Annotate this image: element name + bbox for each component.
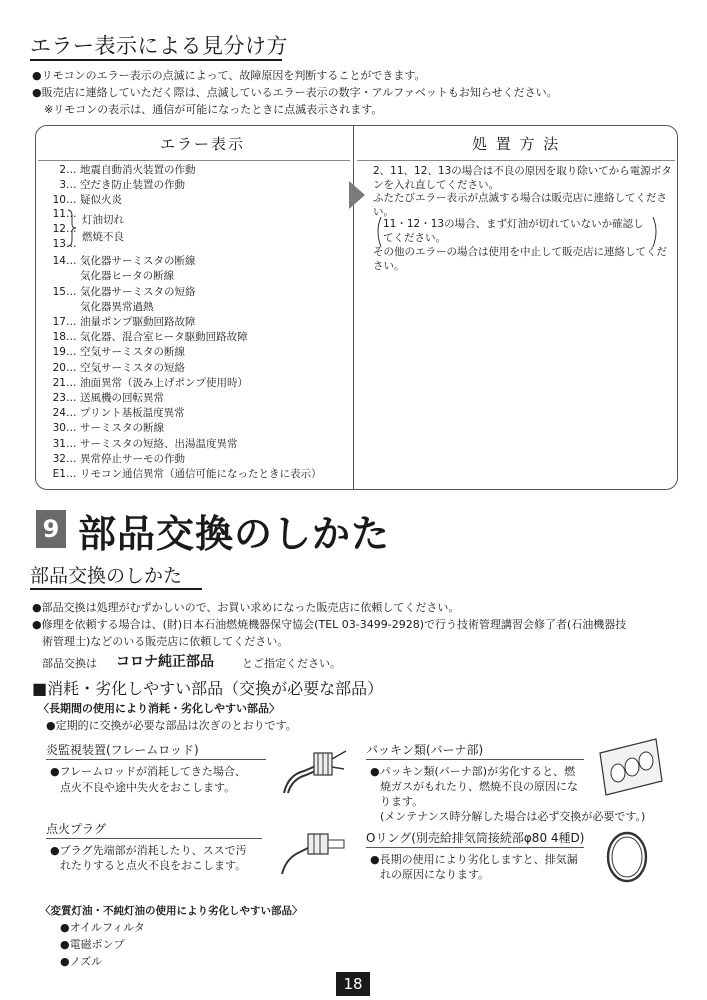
- error-row: [40, 390, 164, 405]
- error-dots: …: [66, 407, 77, 420]
- error-description: 気化器異常過熱: [80, 300, 154, 313]
- consumables-heading: ■消耗・劣化しやすい部品（交換が必要な部品）: [32, 679, 384, 698]
- error-description: 油量ポンプ駆動回路故障: [80, 316, 196, 328]
- o-ring-desc-1: ●長期の使用により劣化しますと、排気漏: [370, 853, 578, 866]
- group-label-poor-combustion: 燃焼不良: [82, 231, 124, 243]
- error-row: [40, 466, 322, 481]
- error-code: 3: [59, 179, 66, 192]
- error-dots: …: [66, 179, 77, 192]
- ignition-plug-title: 点火プラグ: [46, 822, 107, 836]
- bad-oil-heading: 〈変質灯油・不純灯油の使用により劣化しやすい部品〉: [40, 905, 303, 917]
- error-description: 異常停止サーモの作動: [80, 452, 185, 465]
- error-code: 10: [52, 194, 66, 207]
- error-dots: …: [66, 361, 77, 374]
- packing-desc-1: ●パッキン類(バーナ部)が劣化すると、燃: [370, 765, 576, 778]
- right-header-rule: [357, 160, 675, 161]
- flame-rod-title: 炎監視装置(フレームロッド): [46, 743, 199, 757]
- error-description: 気化器サーミスタの断線: [80, 255, 196, 268]
- error-row: [40, 314, 196, 329]
- packing-illustration: [596, 737, 666, 797]
- packing-desc-3: ります。: [380, 795, 424, 808]
- o-ring-desc-2: れの原因になります。: [380, 868, 490, 881]
- bad-oil-part-2: ●電磁ポンプ: [60, 938, 125, 951]
- error-row: [40, 436, 238, 451]
- error-description: 地震自動消火装置の作動: [80, 164, 196, 176]
- error-code: 17: [52, 316, 66, 328]
- error-row: [40, 405, 185, 420]
- ignition-plug-desc-2: れたりすると点火不良をおこします。: [60, 859, 247, 872]
- ignition-plug-illustration: [276, 818, 350, 878]
- error-dots: …: [66, 316, 77, 328]
- error-row: [40, 253, 196, 268]
- error-code: 11: [52, 207, 66, 220]
- error-description: サーミスタの断線: [80, 422, 164, 435]
- error-row: [40, 192, 122, 207]
- section-title: 部品交換のしかた: [78, 512, 391, 556]
- error-dots: …: [66, 222, 77, 235]
- specify-prefix: 部品交換は: [42, 657, 97, 670]
- error-row: [40, 360, 185, 375]
- remedy-column-header: 処 置 方 法: [472, 135, 561, 153]
- error-code: 13: [52, 238, 66, 250]
- section-number-badge: 9: [36, 510, 66, 548]
- error-row: [40, 344, 185, 359]
- error-dots: …: [66, 255, 77, 268]
- packing-desc-4: (メンテナンス時分解した場合は必ず交換が必要です。): [380, 810, 646, 823]
- group-label-fuel-out: 灯油切れ: [82, 214, 124, 226]
- packing-title: パッキン類(バーナ部): [366, 743, 484, 757]
- parts-note-2: ●修理を依頼する場合は、(財)日本石油燃焼機器保守協会(TEL 03-3499-2928)で行う技術管理講習会修了者(石油機器技: [32, 618, 627, 631]
- error-description: 気化器、混合室ヒータ駆動回路故障: [80, 331, 248, 344]
- error-dots: …: [66, 164, 77, 176]
- bad-oil-part-1: ●オイルフィルタ: [60, 921, 145, 934]
- error-code: 24: [52, 407, 66, 420]
- error-row: [40, 375, 248, 390]
- error-row: [40, 299, 154, 314]
- error-code: 31: [52, 437, 66, 450]
- error-description: 空気サーミスタの短絡: [80, 361, 185, 374]
- error-row: [40, 177, 185, 192]
- error-description: 送風機の回転異常: [80, 392, 164, 404]
- o-ring-illustration: [604, 830, 650, 884]
- error-dots: …: [66, 452, 77, 465]
- error-dots: …: [66, 422, 77, 435]
- error-code: 30: [52, 422, 66, 435]
- error-note-1: ●リモコンのエラー表示の点滅によって、故障原因を判断することができます。: [32, 69, 426, 82]
- bracket-icon: [66, 208, 78, 248]
- subtitle-underline: [30, 588, 202, 590]
- error-row: [40, 284, 196, 299]
- longterm-heading: 〈長期間の使用により消耗・劣化しやすい部品〉: [38, 702, 280, 715]
- error-dots: …: [66, 194, 77, 207]
- error-dots: …: [66, 331, 77, 344]
- error-code: 32: [52, 452, 66, 465]
- error-row: [40, 268, 174, 283]
- error-dots: …: [66, 392, 77, 404]
- error-row: [40, 162, 196, 177]
- error-code: 20: [52, 361, 66, 374]
- error-dots: …: [66, 346, 77, 359]
- error-code: 21: [52, 376, 66, 389]
- parts-subtitle: 部品交換のしかた: [30, 565, 183, 587]
- parenthesis-icon: [373, 215, 661, 249]
- flame-rod-desc-2: 点火不良や途中失火をおこします。: [60, 781, 236, 794]
- longterm-note: ●定期的に交換が必要な部品は次ぎのとおりです。: [46, 719, 297, 732]
- remedy-p3: 11・12・13の場合、まず灯油が切れていないか確認してください。: [383, 218, 644, 244]
- error-table-divider: [353, 125, 354, 490]
- error-section-title: エラー表示による見分け方: [30, 34, 288, 58]
- error-note-2: ●販売店に連絡していただく際は、点滅しているエラー表示の数字・アルファベットもお知らせください。: [32, 86, 558, 99]
- error-description: 気化器サーミスタの短絡: [80, 285, 196, 298]
- error-code: E1: [52, 468, 66, 480]
- packing-underline: [366, 759, 584, 760]
- error-code: 18: [52, 331, 66, 344]
- specify-brand: コロナ純正部品: [116, 654, 214, 670]
- error-dots: …: [66, 468, 77, 480]
- left-header-rule: [38, 160, 350, 161]
- remedy-p1: 2、11、12、13の場合は不良の原因を取り除いてから電源ボタンを入れ直してください。: [373, 165, 672, 191]
- remedy-p2: ふたたびエラー表示が点滅する場合は販売店に連絡してください。: [373, 192, 667, 218]
- error-description: 空だき防止装置の作動: [80, 179, 185, 192]
- error-description: 疑似火炎: [80, 194, 122, 207]
- error-dots: …: [66, 285, 77, 298]
- error-code: 19: [52, 346, 66, 359]
- error-description: サーミスタの短絡、出湯温度異常: [80, 437, 238, 450]
- error-code: 14: [52, 255, 66, 268]
- flame-rod-illustration: [278, 735, 350, 797]
- error-description: 油面異常（汲み上げポンプ使用時）: [80, 376, 248, 389]
- error-code: 15: [52, 285, 66, 298]
- error-description: リモコン通信異常（通信可能になったときに表示）: [80, 468, 322, 480]
- error-row: [40, 420, 164, 435]
- error-column-header: エラー表示: [160, 135, 246, 153]
- error-code: 12: [52, 222, 66, 235]
- error-code: 2: [59, 164, 66, 176]
- o-ring-title: Oリング(別売給排気筒接続部φ80 4種D): [366, 831, 585, 845]
- error-row: [40, 329, 248, 344]
- error-dots: …: [66, 207, 77, 220]
- remedy-p4: その他のエラーの場合は使用を中止して販売店に連絡してください。: [373, 246, 667, 272]
- arrow-right-icon: [349, 181, 365, 209]
- packing-desc-2: 焼ガスがもれたり、燃焼不良の原因にな: [380, 780, 578, 793]
- error-description: 空気サーミスタの断線: [80, 346, 185, 359]
- error-description: 気化器ヒータの断線: [80, 270, 175, 283]
- error-description: プリント基板温度異常: [80, 407, 185, 420]
- parts-note-3: 術管理士)などのいる販売店に依頼してください。: [42, 635, 289, 648]
- error-dots: …: [66, 376, 77, 389]
- flame-rod-desc-1: ●フレームロッドが消耗してきた場合、: [50, 765, 246, 778]
- title-underline: [30, 59, 282, 61]
- parts-note-1: ●部品交換は処理がむずかしいので、お買い求めになった販売店に依頼してください。: [32, 601, 460, 614]
- page-number: 18: [336, 972, 370, 996]
- error-dots: …: [66, 238, 77, 250]
- ignition-plug-desc-1: ●プラグ先端部が消耗したり、ススで汚: [50, 844, 247, 857]
- error-row: [40, 451, 185, 466]
- bad-oil-part-3: ●ノズル: [60, 955, 103, 968]
- error-dots: …: [66, 437, 77, 450]
- specify-suffix: とご指定ください。: [242, 657, 341, 670]
- error-note-3: ※リモコンの表示は、通信が可能になったときに点滅表示されます。: [44, 103, 383, 116]
- o-ring-underline: [366, 847, 584, 848]
- error-code: 23: [52, 392, 66, 404]
- flame-rod-underline: [46, 759, 266, 760]
- ignition-plug-underline: [46, 838, 262, 839]
